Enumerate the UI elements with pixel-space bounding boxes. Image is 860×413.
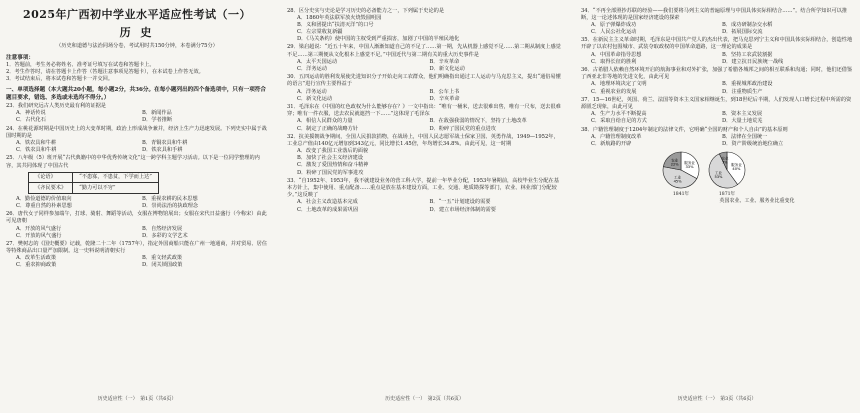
note-item: 1．答题前，考生务必将姓名、准考证号填写在试卷和答题卡上。 (6, 62, 155, 68)
page-column-1 (6, 6, 268, 404)
page-column-2 (287, 6, 562, 404)
page-footer: 历史适应性（一） 第2页（共6页） (385, 396, 464, 402)
answer-option: B．辛亥革命 (429, 58, 460, 65)
answer-options (581, 111, 853, 125)
answer-option: B．公车上书 (429, 88, 460, 95)
answer-option: B．重视城邦政治建设 (722, 81, 773, 88)
answer-option: A．原子弹爆炸成功 (591, 21, 637, 28)
answer-options (287, 118, 562, 132)
answer-option: C．重农抑商政策 (16, 262, 57, 269)
answer-option: A．地理环境决定了文明 (591, 81, 647, 88)
note-item: 2．考生作答时，请在答题卡上作答（答题注意事项见答题卡），在本试卷上作答无效。 (6, 69, 204, 76)
answer-option: C．新文化运动 (297, 95, 333, 102)
table-cell: “不患寡，不患贫，下学而上达” (73, 172, 159, 183)
answer-options (581, 134, 853, 148)
slice-label: 服务业 (731, 163, 742, 168)
answer-option: A．太平天国运动 (297, 58, 338, 65)
question-stem: 28．区分史实与史论是学习历史的必备能力之一，下列属于史论的是 (287, 7, 445, 14)
answer-option: D．粉碎了国民党的重点进攻 (429, 125, 496, 132)
answer-option: A．相信人民群众的力量 (297, 118, 353, 125)
answer-option: D．崇尚法治的执政理念 (142, 202, 199, 209)
answer-option: D．学者推断 (142, 116, 173, 123)
answer-options (6, 140, 268, 154)
chart-title: 英国农业、工业、服务业比重变化 (719, 198, 795, 205)
question-stem: 24．在桃花源时期是中国历史上的大变革时期，政治上形成战争兼并，经济上生产力迅速发展。下列史实中属于战国时期的是 (6, 125, 267, 139)
question-stem: 35．在新民主主义革命时期，毛泽东是中国共产党人的杰出代表，把马克思列宁主义和中国具体实际相结合，创造性地开辟了以农村包围城市、武装夺取政权的中国革命道路，这一理论的成果是 (581, 37, 853, 51)
answer-option: D．辛亥革命 (429, 95, 460, 102)
pie-chart-1841 (661, 150, 701, 190)
answer-option: A．开放的风气盛行 (16, 225, 62, 232)
answer-option: B．加快了社会主义经济建设 (297, 155, 364, 162)
answer-options (6, 226, 268, 240)
question-list-2 (287, 8, 562, 214)
answer-options (287, 199, 562, 213)
question-stem: 36．古希腊人依赖自然环境开启的航海事业和对外扩张，加强了希腊各城邦之间的相互联系和沟通；同时，他们还借鉴了西亚北非等地的先进文化，由此可见 (581, 67, 853, 81)
question-stem: 34．“不再全部照抄苏联的经验——我们要将马列主义的普遍原理与中国具体实际相结合……”。结合所学知识可以推断，这一论述体现的是国家经济建设的探索 (581, 7, 848, 21)
answer-option: A．1860年英法联军放火烧毁圆明园 (297, 14, 382, 21)
answer-option: B．青铜农具和牛耕 (142, 139, 188, 146)
answer-options (287, 89, 562, 103)
slice-value: 40% (732, 167, 741, 172)
answer-option: B．资本主义发展 (722, 111, 763, 118)
subject-title: 历 史 (119, 26, 155, 39)
answer-option: D．闭关锁国政策 (142, 262, 183, 269)
answer-option: C．尊重自然的朴素思想 (16, 202, 72, 209)
answer-option: C．开放的风气盛行 (16, 232, 62, 239)
slice-value: 53% (714, 175, 723, 180)
table-cell: 《论语》 (29, 172, 73, 183)
answer-option: C．古代化石 (16, 116, 46, 123)
answer-option: D．建立抗日民族统一战线 (722, 58, 784, 65)
answer-option: A．中国革命指导思想 (591, 51, 642, 58)
question-stem: 30．五四运动的胜利发展使先进知识分子开始走向工农群众，他们明确指出通过工人运动与马克思主义，提出“通俗易懂的语言”进行宣传主要得益于 (287, 74, 561, 88)
answer-option: C．左宗棠收复新疆 (297, 28, 343, 35)
slice-value: 7% (721, 160, 728, 165)
answer-option: A．神话传说 (16, 109, 46, 116)
answer-options (287, 59, 562, 73)
table-cell: “勤力可以不穷” (73, 183, 159, 194)
slice-label: 服务业 (684, 161, 695, 166)
answer-options (6, 196, 268, 210)
answer-option: D．注重物质生产 (722, 88, 763, 95)
answer-option: B．新闻作品 (142, 109, 172, 116)
question-list-3 (581, 8, 853, 149)
pie-label: 1871年 (718, 192, 736, 198)
exam-info: （历史和道德与法治同场分卷，考试用时共150分钟，本卷满分75分） (56, 43, 218, 49)
pie-chart-1871 (707, 150, 747, 190)
answer-option: D．《马关条约》使中国的主权受到严重损害，加剧了中国的半殖民地化 (297, 35, 460, 42)
question-stem: 32．抗美援朝战争期间，全国人民捐款捐物，在战场上，中国人民志愿军战士保家卫国、英勇作战，1949—1952年，工业总产值由140亿元增加到343亿元，同比增长1.45倍，年均增长34.8%。由此可见，这一时期 (287, 134, 559, 148)
answer-option: A．改变了我国工业落后的面貌 (297, 148, 369, 155)
answer-option: B．义和团提出“扶清灭洋”的口号 (297, 21, 374, 28)
slice-label: 工业 (714, 171, 723, 176)
answer-options (287, 15, 562, 43)
answer-option: D．多彩的文学艺术 (142, 232, 188, 239)
answer-option: C．采取自给自足的方式 (591, 118, 647, 125)
page-column-3 (581, 6, 853, 404)
table-cell: 《齐民要术》 (29, 183, 73, 194)
answer-options (6, 255, 268, 269)
slice-label: 工业 (674, 175, 682, 180)
answer-option: A．洋务运动 (297, 88, 327, 95)
page-footer: 历史适应性（一） 第3页（共6页） (677, 396, 757, 402)
answer-options (581, 22, 853, 36)
notes-heading: 注意事项： (6, 55, 34, 61)
answer-option: D．铁农具和手耕 (142, 146, 183, 153)
answer-option: D．粉碎了国民党的军事进攻 (297, 169, 364, 176)
page-footer: 历史适应性（一） 第1页（共6页） (97, 396, 177, 402)
answer-options (6, 110, 268, 124)
note-item: 3．考试结束后，将本试卷和答题卡一并交回。 (6, 76, 114, 83)
slice-value: 33% (685, 165, 694, 170)
answer-option: B．重文轻武政策 (142, 255, 183, 262)
answer-option: D．新文化运动 (429, 65, 465, 72)
slice-value: 45% (673, 179, 682, 184)
question-stem: 27．樊树志的《国史概要》记载，乾隆二十二年（1757年），指定外国商船只能在广州一地通商，并对贸易、居住等特殊商品出口量严加限制。这一史料说明清朝实行 (6, 241, 268, 255)
answer-option: C．人民公社化运动 (591, 28, 637, 35)
answer-option: C．重视农业的发展 (591, 88, 637, 95)
answer-option: A．勤俭道德的价值取向 (16, 195, 72, 202)
question-stem: 29．梁启超说：“近五十年来，中国人渐渐知道自己的不足了……第一期，先从机器上感觉不足……第二期从制度上感觉不足……第三期便从文化根本上感觉不足。”中国近代与第二期有关的重大历史事件是 (287, 44, 561, 58)
question-stem: 31．毛泽东在《中国的红色政权为什么能够存在？》一文中指出：“唯有一桶米，送去很难出售，唯有一尺布，送去很难穿；唯有一件衣服，送去农民就遮挡一下……”这体现了毛泽东 (287, 104, 561, 118)
answer-option: B．坚持工农武装割据 (722, 51, 773, 58)
answer-option: C．取得长征的胜利 (591, 58, 637, 65)
question-list-1 (6, 103, 268, 270)
answer-option: C．制定了正确的战略方针 (297, 125, 359, 132)
answer-option: B．在敌强我弱的情况下，坚持了土地改革 (429, 118, 527, 125)
answer-option: B．“一五”计划建设的需要 (429, 199, 491, 206)
question-stem: 25．八年级（5）班开展“古代典籍中的中华优秀传统文化”这一跨学科主题学习活动。以下是一位同学整理的内容，其共同体现了中国古代 (6, 155, 260, 169)
question-stem: 33．“自1952年、1953年，我不就建设业务的营工科大学，提前一年毕业分配，1953年暑期前，高校毕业生分配在基本方针上，集中使用、重点配备……重点是放在基本建设方面，工业、交通、地质勘探等部门，农业、林业部门分配较少。”这反映了 (287, 178, 559, 199)
answer-option: C．新航路的开辟 (591, 141, 632, 148)
slice-label: 农业 (671, 158, 679, 163)
answer-option: D．大量土地荒芜 (722, 118, 763, 125)
answer-option: D．建立市场经济体制的需要 (429, 206, 496, 213)
answer-option: A．户籍管理制度改革 (591, 134, 642, 141)
answer-option: C．土地改革的成果需巩固 (297, 206, 359, 213)
answer-option: C．洋务运动 (297, 65, 327, 72)
question-stem: 38．户籍管理制度于1204年制定的法律文件，它明确“全国的财产和个人自由”的基本原则 (581, 127, 788, 133)
answer-option: C．铁农具和牛耕 (16, 146, 57, 153)
pie-charts (661, 150, 853, 197)
question-stem: 37．15—16世纪，英国、荷兰、法国等资本主义国家相继诞生，到18世纪后半期，人们发现人口增长过程中所需的资源匮乏现象，由此可见 (581, 97, 852, 111)
answer-option: D．拓展国际交流 (722, 28, 763, 35)
question-stem: 26．唐代女子同样参加端午，打球、骑射、舞蹈等活动，女服在博物馆展出；女服在宋代日益盛行（今称宋）由此可见唐朝 (6, 211, 267, 225)
slice-value: 22% (670, 162, 679, 167)
answer-option: B．自然经济发展 (142, 225, 183, 232)
answer-option: D．资产阶级统治地位确立 (722, 141, 784, 148)
answer-option: A．铁农具和牛耕 (16, 139, 57, 146)
answer-option: B．法律在全国统一 (722, 134, 768, 141)
section-heading: 一、单项选择题（本大题共20小题，每小题2分，共36分。在每小题列出的四个备选项中，只有一项符合题目要求，错选、多选或未选均不得分。） (6, 87, 266, 102)
answer-option: A．改革生活政策 (16, 255, 57, 262)
question-stem: 23．我们研究远古人类历史最有利的证据是 (6, 102, 106, 109)
answer-option: C．激发了爱国热情和奋斗精神 (297, 162, 369, 169)
quote-table (28, 172, 159, 194)
answer-option: A．生产力水平不断提高 (591, 111, 647, 118)
answer-option: B．重视农耕的民本思想 (142, 195, 198, 202)
pie-label: 1841年 (672, 192, 690, 198)
exam-title: 2025年广西初中学业水平适应性考试（一） (22, 8, 252, 21)
answer-options (287, 148, 562, 176)
answer-option: A．社会主义改造基本完成 (297, 199, 358, 206)
answer-options (581, 81, 853, 95)
answer-option: B．成功研制杂交水稻 (722, 21, 773, 28)
answer-options (581, 52, 853, 66)
slice-label: 农业 (721, 156, 729, 161)
